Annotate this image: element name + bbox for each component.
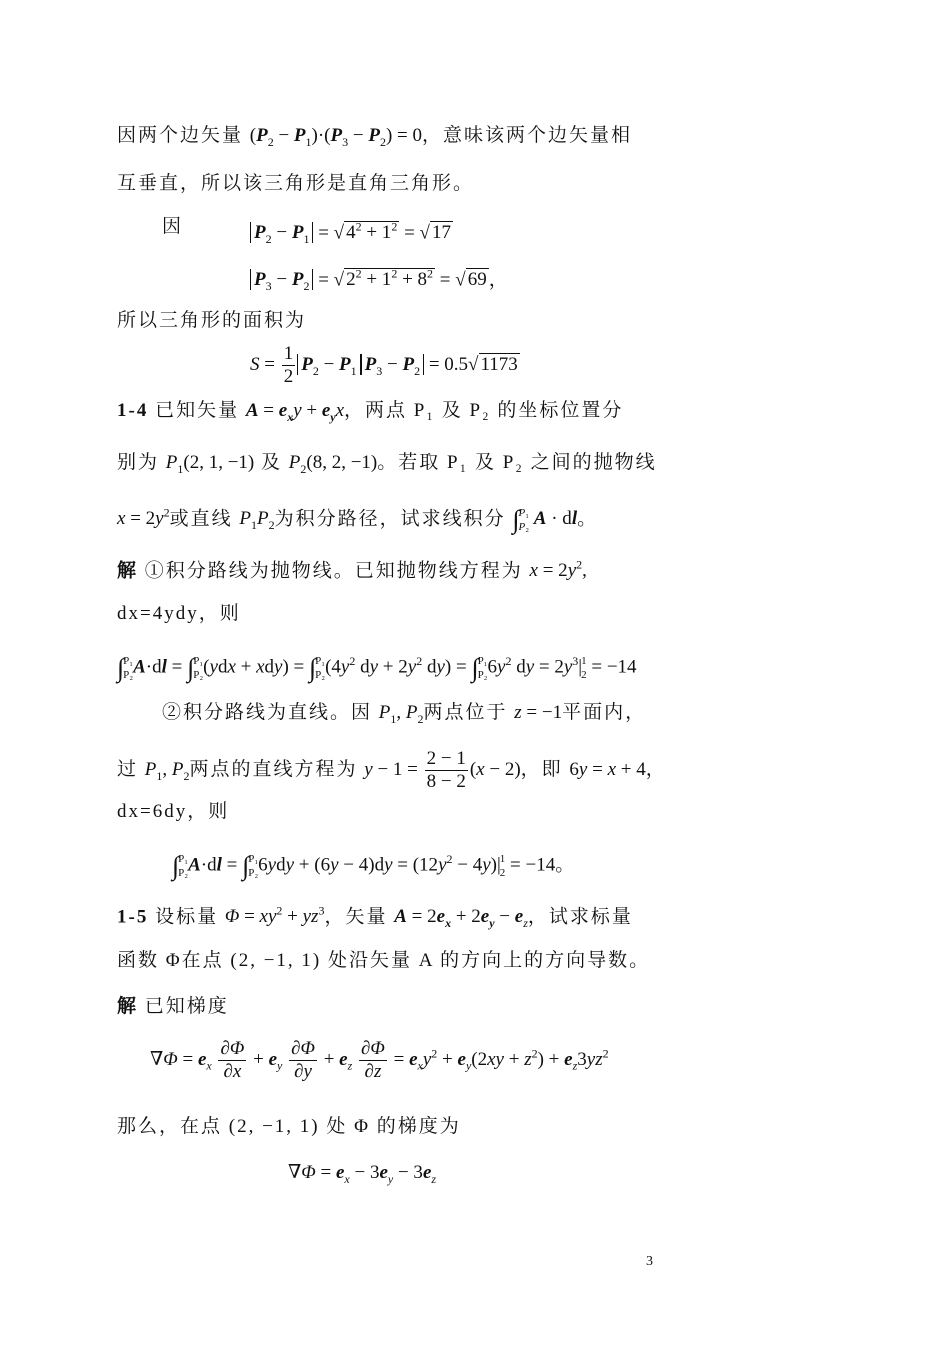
formula-dot-product: $(P_2 - P_1)\cdot(P_3 - P_2) = 0$ — [249, 125, 422, 149]
text-p1-pre: 因两个边矢量 — [117, 125, 244, 146]
text-sol2-post2: 平面内， — [562, 702, 647, 723]
text-14c-mid: 或直线 — [169, 508, 233, 530]
para-14c: $x = 2y^2$或直线 $P_1P_2$为积分路径，试求线积分 ∫ P₁ P₂ A · dl。 — [117, 505, 599, 535]
formula-p3-p2: $P_3 - P_2$ = √ $2^2 + 1^2 + 8^2$ = √ 69 ， — [250, 261, 508, 299]
page-number: 3 — [646, 1254, 653, 1269]
para-sol3: 过 $P_1$, $P_2$两点的直线方程为 y − 1 = $\frac{2 - 1}{8 - 2}$ (x − 2)，即 6y = x + 4， — [117, 748, 665, 792]
text-sol1-pre: ①积分路线为抛物线。已知抛物线方程为 — [144, 560, 523, 582]
formula-line-integral: ∫ P₁ P₂ A·dl = ∫ P₁ P₂ $6ydy + (6y - 4)dy = (12y^2 - 4y)|$ 1 2 = −14。 — [172, 851, 575, 881]
formula-parabola-integral: ∫ P₁ P₂ A·dl = ∫ P₁ P₂ (ydx + xdy) = ∫ P₁ P₂ ($4y^2$ dy + $2y^2$ dy) = ∫ P₁ P₂ $6y^2$ dy = $2y^3|$ 1 2 = −14 — [117, 653, 637, 683]
para-14a: 1-4 已知矢量 $A = e_xy + e_yx$，两点 P₁ 及 P₂ 的坐标位置分 — [117, 400, 624, 424]
para-line-1 — [117, 123, 632, 155]
text-14a-pre: 已知矢量 — [155, 400, 240, 421]
text-14b-post: 。若取 P₁ 及 P₂ 之间的抛物线 — [377, 452, 657, 473]
para-15a: 1-5 设标量 $\Phi = xy^2 + yz^3$，矢量 $A = 2e_x + 2e_y - e_z$，试求标量 — [117, 904, 633, 931]
text-14c-mid2: 为积分路径，试求线积分 — [274, 508, 506, 530]
text-p1-post: ，意味该两个边矢量相 — [422, 125, 633, 146]
text-sol2-pre: ②积分路线为直线。因 — [162, 702, 373, 723]
para-sol2: ②积分路线为直线。因 $P_1$, $P_2$两点位于 z = −1平面内， — [162, 702, 647, 726]
heading-1-4: 1-4 — [117, 400, 149, 421]
label-jie-2: 解 — [117, 996, 139, 1017]
text-14b-pre: 别为 — [117, 452, 160, 473]
label-jie-1: 解 — [117, 560, 139, 582]
text-14c-end: 。 — [577, 508, 599, 530]
formula-gradient-value: $\nabla\Phi = e_x - 3e_y - 3e_z$ — [288, 1162, 437, 1186]
text-sol2-post: 两点位于 — [423, 702, 508, 723]
formula-gradient: $\nabla\Phi = e_x$ $\frac{\partial\Phi}{\partial x}$ + $e_y$ $\frac{\partial\Phi}{\partial y}$ + $e_z$ $\frac{\partial\Phi}{\partial z}$ = $e_xy^2 + e_y(2xy + z^2) + e_z3yz^2$ — [150, 1038, 609, 1082]
para-sol1: 解 ①积分路线为抛物线。已知抛物线方程为 $x = 2y^2$, — [117, 558, 587, 582]
para-area: 所以三角形的面积为 — [117, 310, 307, 331]
para-sol4-dx: dx=6dy，则 — [117, 801, 230, 822]
text-sol3-pre: 过 — [117, 758, 139, 780]
para-sol15 — [117, 994, 229, 1020]
para-sol1-dx: dx=4ydy，则 — [117, 603, 241, 624]
para-line-yin: 因 — [162, 216, 184, 237]
text-sol3-post: ，即 — [520, 758, 563, 780]
text-14a-post: ，两点 P₁ 及 P₂ 的坐标位置分 — [344, 400, 624, 421]
formula-area: S = $\frac{1}{2}$ $P_2 - P_1$ $P_3 - P_2 = 0.5√$ 1173 — [250, 343, 518, 387]
text-15a-pre: 设标量 — [155, 906, 219, 928]
text-15a-post: ，试求标量 — [527, 906, 633, 928]
para-sol15-then: 那么，在点 (2, −1, 1) 处 Φ 的梯度为 — [117, 1116, 461, 1137]
heading-1-5: 1-5 — [117, 906, 149, 928]
text-15a-mid: ，矢量 — [324, 906, 388, 928]
text-sol15: 已知梯度 — [144, 996, 229, 1017]
para-14b: 别为 $P_1(2$, 1, −1) 及 $P_2(8$, 2, −1)。若取 P₁ 及 P₂ 之间的抛物线 — [117, 452, 657, 476]
text-sol3-mid: 两点的直线方程为 — [189, 758, 358, 780]
formula-p2-p1: $P_2 - P_1$ = √ $4^2 + 1^2$ = √ 17 — [250, 214, 453, 252]
para-15b: 函数 Φ在点 (2, −1, 1) 处沿矢量 A 的方向上的方向导数。 — [117, 950, 651, 971]
para-line-2: 互垂直，所以该三角形是直角三角形。 — [117, 173, 475, 194]
text-14b-mid: 及 — [261, 452, 283, 473]
